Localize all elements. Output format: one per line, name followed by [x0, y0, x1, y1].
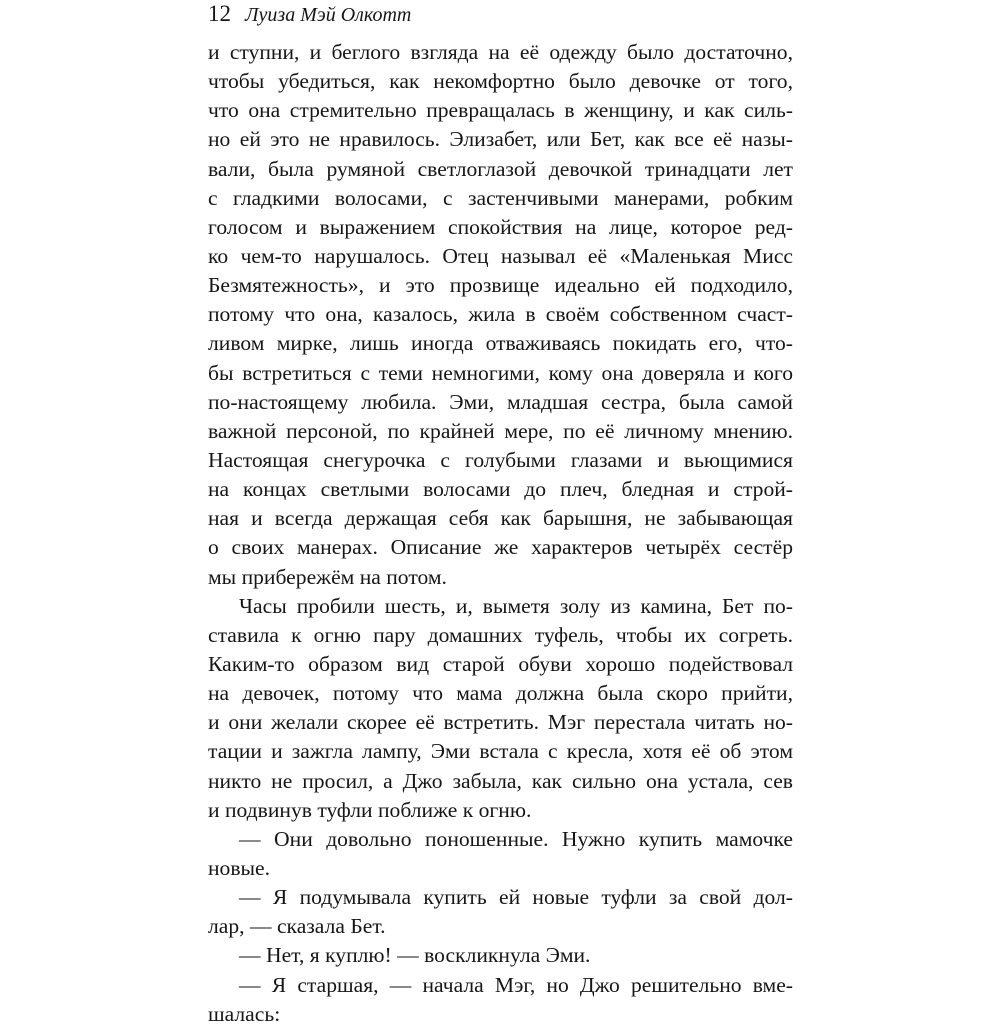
running-title: Луиза Мэй Олкотт [245, 4, 412, 26]
text-line: тации и зажгла лампу, Эми встала с кресла, хотя её об этом [208, 739, 793, 764]
text-line: — Я подумывала купить ей новые туфли за свой дол- [239, 885, 793, 910]
text-line: никто не просил, а Джо забыла, как сильно она устала, сев [208, 768, 793, 793]
text-line: потому что она, казалось, жила в своём собственном счаст- [208, 302, 793, 327]
text-line: важной персоной, по крайней мере, по её личному мнению. [208, 418, 793, 443]
text-line: на девочек, потому что мама должна была скоро прийти, [208, 681, 793, 706]
text-line: голосом и выражением спокойствия на лице, которое ред- [208, 214, 793, 239]
text-line: с гладкими волосами, с застенчивыми манерами, робким [208, 185, 793, 210]
text-line: по-настоящему любила. Эми, младшая сестра, была самой [208, 389, 793, 414]
text-line: ставила к огню пару домашних туфель, чтобы их согреть. [208, 622, 793, 647]
text-line: но ей это не нравилось. Элизабет, или Бет, как все её назы- [208, 127, 793, 152]
text-line: вали, была румяной светлоглазой девочкой тринадцати лет [208, 156, 793, 181]
text-line: Часы пробили шесть, и, выметя золу из камина, Бет по- [239, 593, 793, 618]
text-line: ливом мирке, лишь иногда отваживаясь покидать его, что- [208, 331, 793, 356]
text-line: шалась: [208, 1001, 281, 1026]
text-line: мы прибережём на потом. [208, 564, 447, 589]
text-line: и ступни, и беглого взгляда на её одежду было достаточно, [208, 40, 793, 64]
body-text [208, 38, 793, 1029]
text-line: чтобы убедиться, как некомфортно было девочке от того, [208, 69, 793, 94]
text-line: — Нет, я куплю! — воскликнула Эми. [239, 943, 591, 968]
text-line: — Я старшая, — начала Мэг, но Джо решительно вме- [239, 972, 793, 997]
text-line: лар, — сказала Бет. [208, 914, 386, 939]
text-line: Каким-то образом вид старой обуви хорошо подействовал [208, 651, 793, 676]
text-line: новые. [208, 855, 271, 880]
text-line: Настоящая снегурочка с голубыми глазами и вьющимися [208, 447, 793, 472]
text-line: бы встретиться с теми немногими, кому она доверяла и кого [208, 360, 793, 385]
text-line: о своих манерах. Описание же характеров четырёх сестёр [208, 535, 793, 560]
running-header [208, 0, 411, 32]
text-line: — Они довольно поношенные. Нужно купить мамочке [239, 826, 793, 851]
text-line: ко чем-то нарушалось. Отец называл её «Маленькая Мисс [208, 243, 793, 268]
text-line: Безмятежность», и это прозвище идеально ей подходило, [208, 273, 793, 298]
text-line: что она стремительно превращалась в женщину, и как силь- [208, 98, 793, 123]
text-line: и подвинув туфли поближе к огню. [208, 797, 532, 822]
page-number: 12 [208, 1, 231, 26]
text-line: и они желали скорее её встретить. Мэг перестала читать но- [208, 710, 793, 735]
text-line: на концах светлыми волосами до плеч, бледная и строй- [208, 477, 793, 502]
text-line: ная и всегда держащая себя как барышня, не забывающая [208, 506, 793, 531]
